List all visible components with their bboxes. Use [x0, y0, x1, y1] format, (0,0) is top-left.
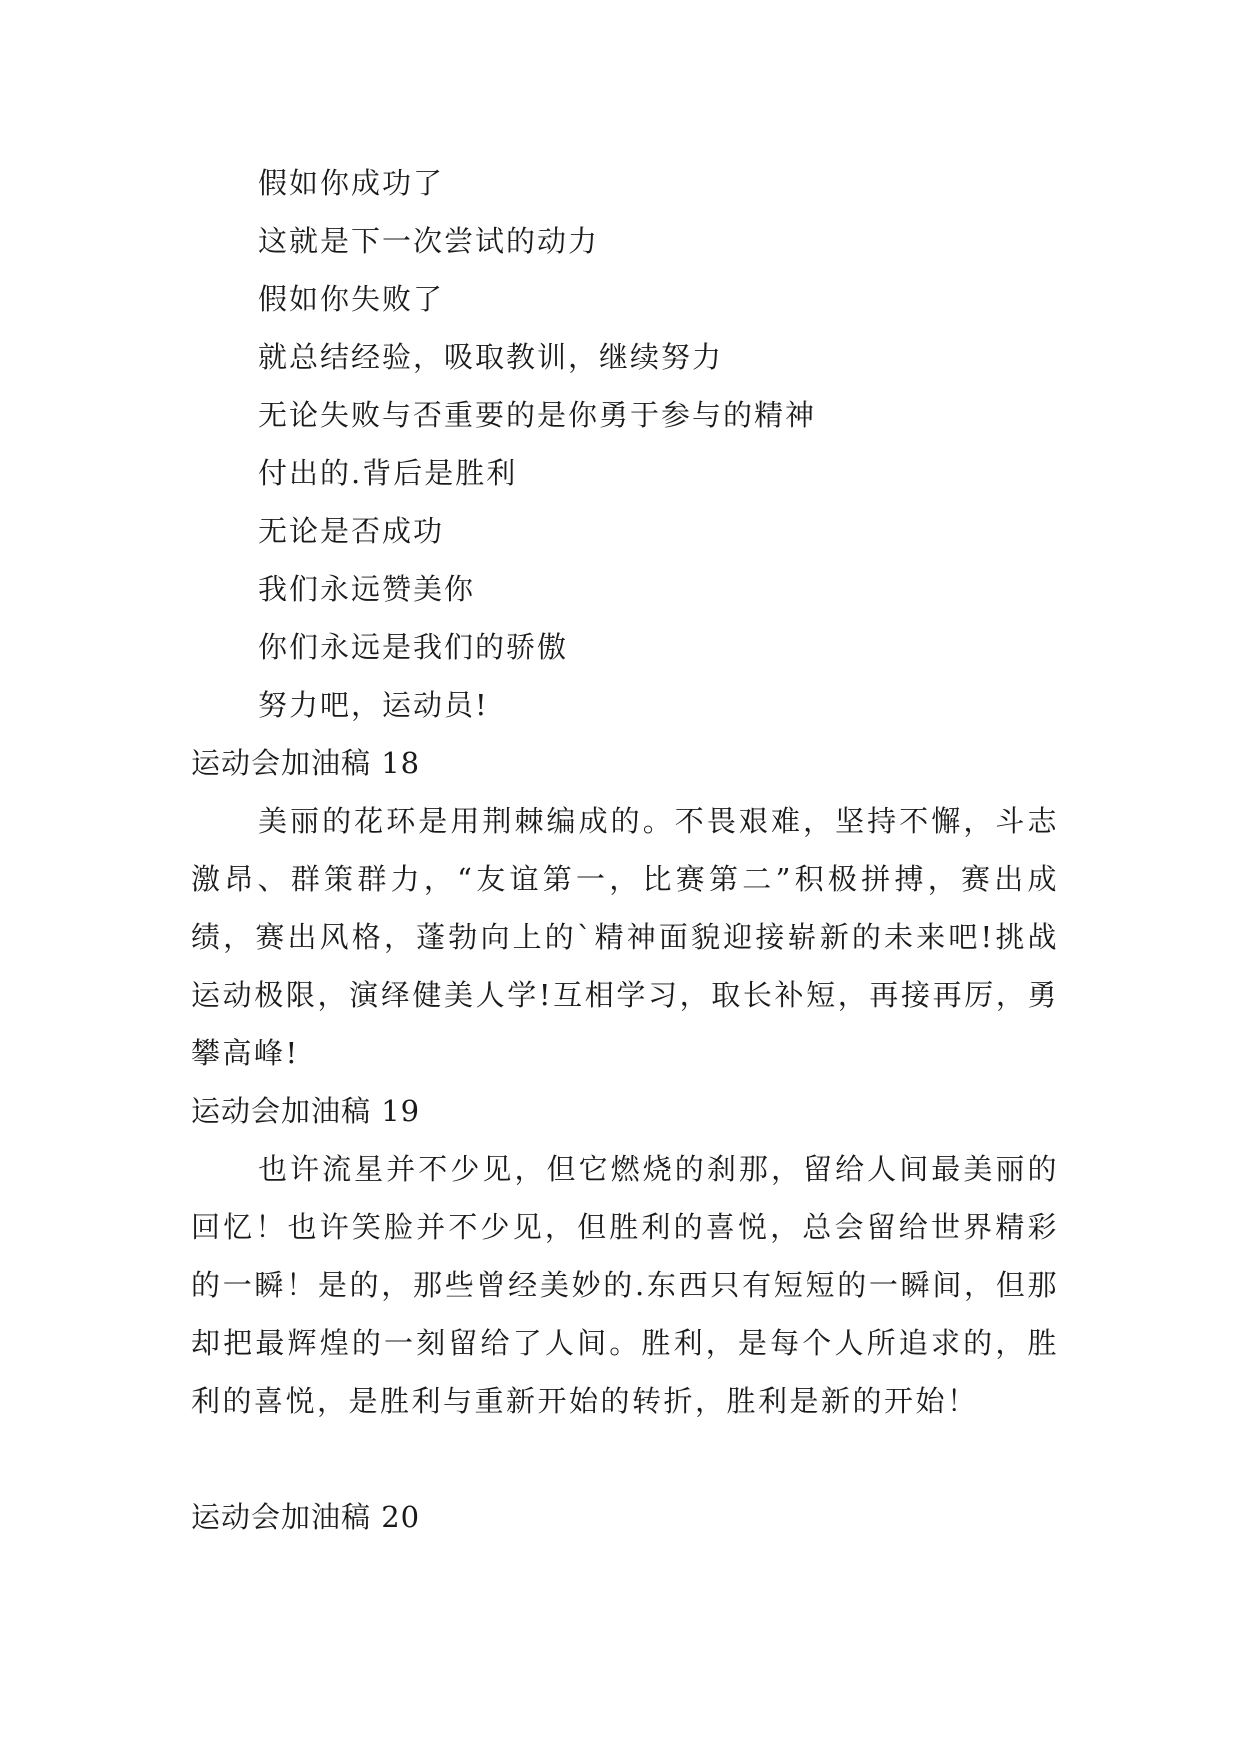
poem-line: 就总结经验，吸取教训，继续努力: [258, 340, 724, 374]
poem-line: 假如你成功了: [258, 166, 445, 200]
poem-line: 我们永远赞美你: [258, 572, 476, 606]
section-19: [191, 1082, 1059, 1430]
section-paragraph: 也许流星并不少见，但它燃烧的刹那，留给人间最美丽的回忆！也许笑脸并不少见，但胜利的喜悦，总会留给世界精彩的一瞬！是的，那些曾经美妙的.东西只有短短的一瞬间，但那却把最辉煌的一刻留给了人间。胜利，是每个人所追求的，胜利的喜悦，是胜利与重新开始的转折，胜利是新的开始！: [191, 1152, 1059, 1418]
poem-block: [258, 154, 1118, 734]
section-paragraph: 美丽的花环是用荆棘编成的。不畏艰难，坚持不懈，斗志激昂、群策群力，“友谊第一，比赛第二”积极拼搏，赛出成绩，赛出风格，蓬勃向上的`精神面貌迎接崭新的未来吧!挑战运动极限，演绎健美人学!互相学习，取长补短，再接再厉，勇攀高峰!: [191, 804, 1059, 1070]
section-heading: 运动会加油稿 20: [191, 1500, 421, 1534]
section-heading: 运动会加油稿 19: [191, 1094, 421, 1128]
section-18: [191, 734, 1059, 1082]
poem-line: 努力吧，运动员!: [258, 688, 489, 722]
poem-line: 你们永远是我们的骄傲: [258, 630, 569, 664]
section-heading: 运动会加油稿 18: [191, 746, 421, 780]
poem-line: 无论失败与否重要的是你勇于参与的精神: [258, 398, 817, 432]
poem-line: 这就是下一次尝试的动力: [258, 224, 600, 258]
poem-line: 假如你失败了: [258, 282, 445, 316]
poem-line: 付出的.背后是胜利: [258, 456, 518, 490]
poem-line: 无论是否成功: [258, 514, 445, 548]
section-20: [191, 1488, 1059, 1546]
